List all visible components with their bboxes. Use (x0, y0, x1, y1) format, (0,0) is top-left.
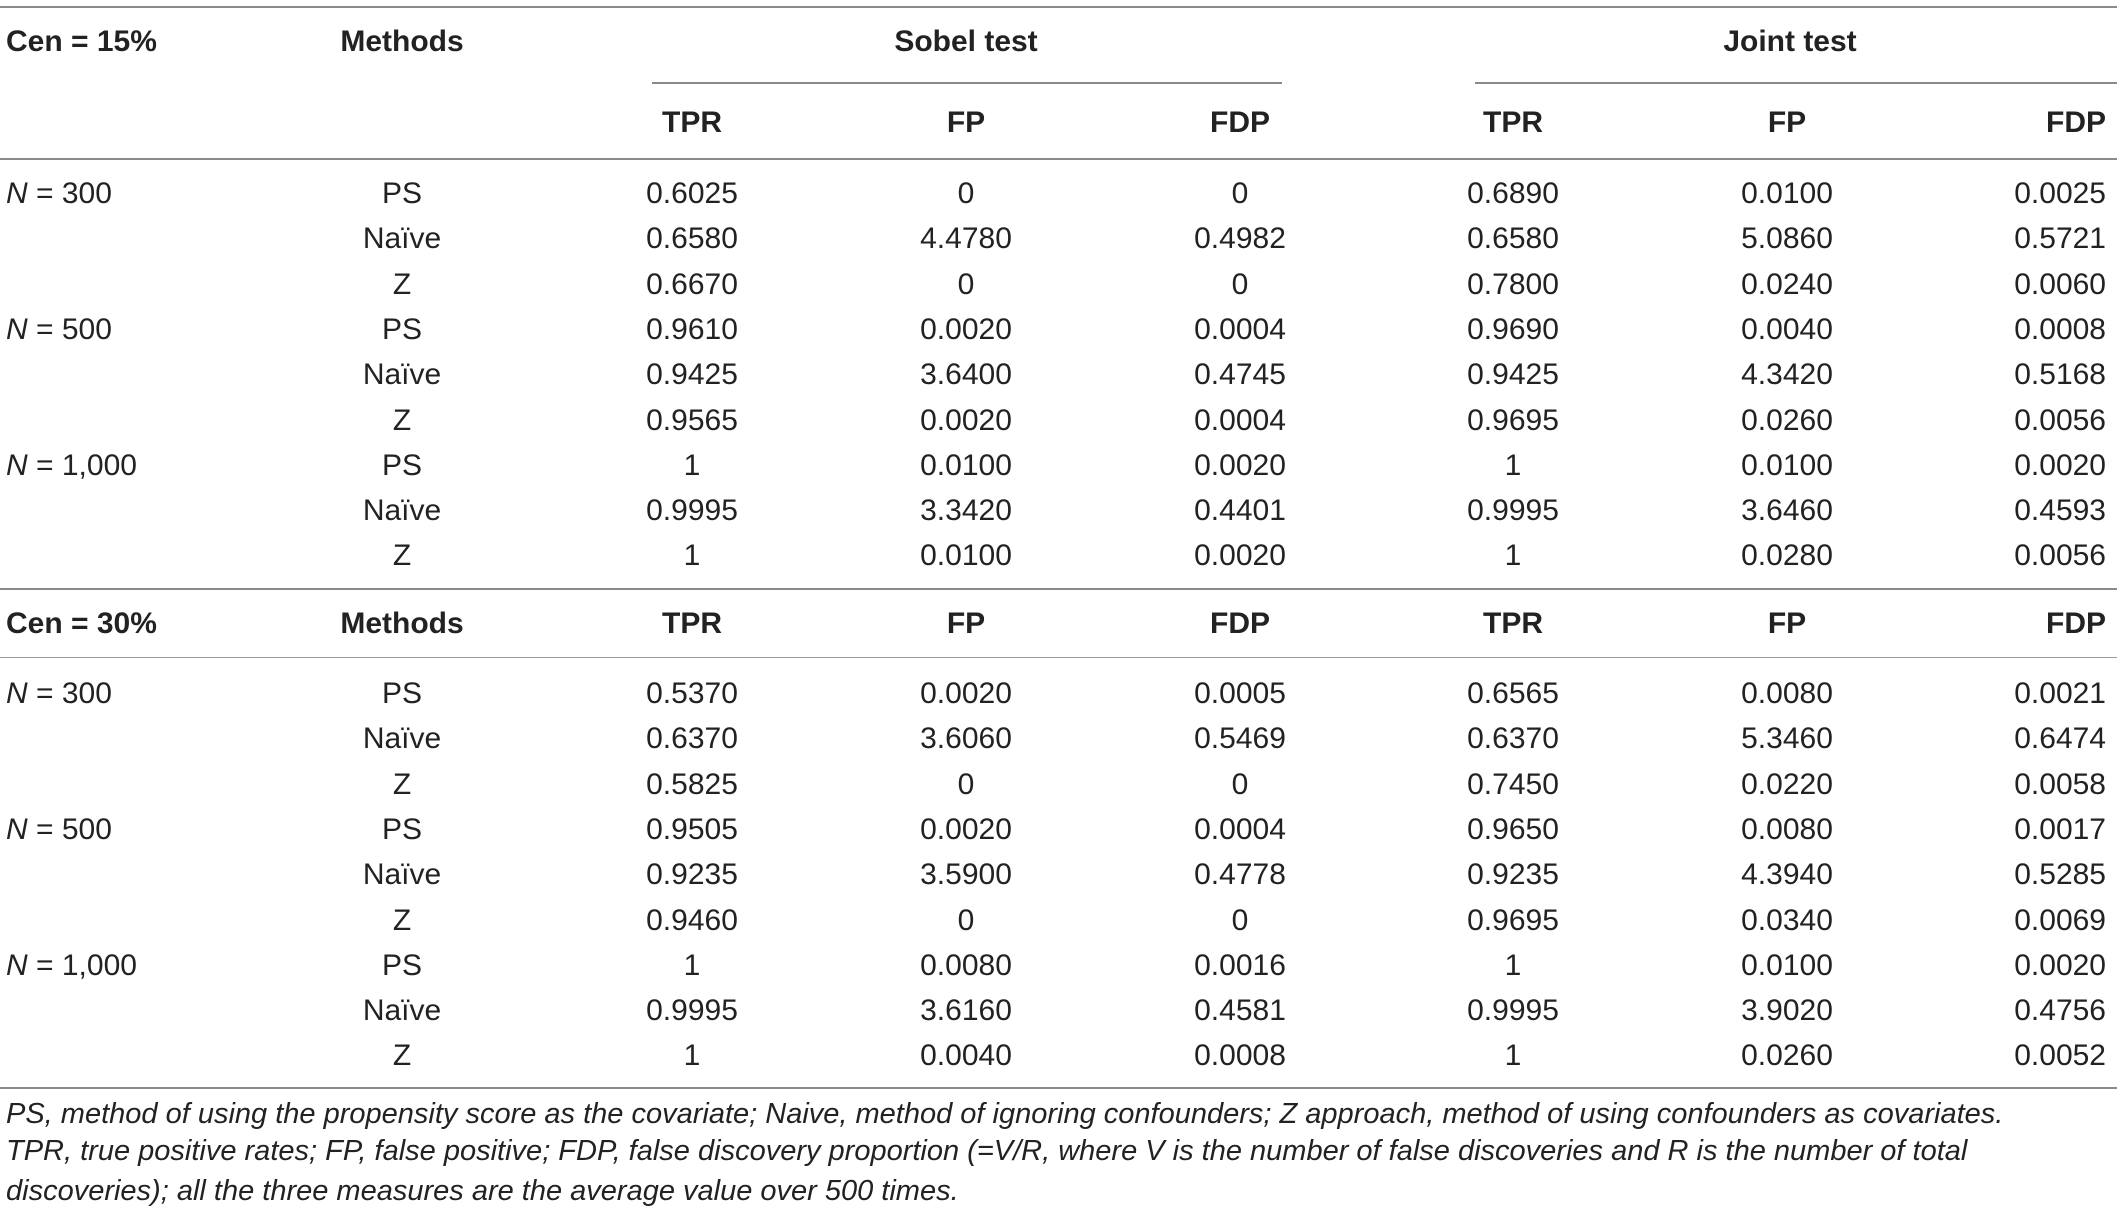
value-cell: 0.9995 (646, 494, 738, 528)
method-cell: Z (392, 403, 412, 437)
value-cell: 0.0100 (1741, 448, 1833, 482)
value-cell: 0.0052 (2014, 1039, 2106, 1073)
sample-size-label: N = 300 (6, 177, 112, 210)
value-cell: 0.9565 (646, 403, 738, 437)
value-cell: 0 (957, 767, 975, 801)
value-cell: 0.0017 (2014, 812, 2106, 846)
section2-header-rule (0, 657, 2117, 658)
value-cell: 0.0260 (1741, 1039, 1833, 1073)
value-cell: 0.0020 (1194, 448, 1286, 482)
method-cell: Naïve (362, 494, 442, 528)
column-header: FDP (2046, 607, 2106, 640)
sample-size-label: N = 1,000 (6, 948, 137, 982)
section2-label: Cen = 30% (6, 607, 157, 640)
method-cell: PS (381, 677, 423, 710)
value-cell: 0.0020 (2014, 448, 2106, 482)
value-cell: 0.0040 (1741, 312, 1833, 346)
sample-size-label: N = 1,000 (6, 448, 137, 482)
value-cell: 0 (1231, 267, 1249, 301)
column-header: FP (946, 607, 986, 640)
value-cell: 0 (957, 903, 975, 937)
value-cell: 0.0100 (1741, 177, 1833, 210)
value-cell: 0.4401 (1194, 494, 1286, 528)
value-cell: 0.9610 (646, 312, 738, 346)
value-cell: 0.5370 (646, 677, 738, 710)
value-cell: 1 (683, 448, 701, 482)
value-cell: 1 (1504, 1039, 1522, 1073)
joint-test-header: Joint test (1723, 25, 1857, 58)
value-cell: 3.6460 (1741, 494, 1833, 528)
value-cell: 0.0056 (2014, 539, 2106, 573)
method-cell: PS (381, 812, 423, 846)
value-cell: 0.4581 (1194, 994, 1286, 1028)
value-cell: 1 (1504, 948, 1522, 982)
value-cell: 0.6025 (646, 177, 738, 210)
sobel-group-rule (652, 82, 1282, 84)
value-cell: 0.9425 (1467, 358, 1559, 392)
value-cell: 0.0020 (920, 403, 1012, 437)
value-cell: 3.6400 (920, 358, 1012, 392)
column-header: TPR (662, 607, 722, 640)
value-cell: 0.9995 (1467, 994, 1559, 1028)
value-cell: 0.0080 (1741, 677, 1833, 710)
sample-size-label: N = 300 (6, 677, 112, 710)
value-cell: 0.0008 (1194, 1039, 1286, 1073)
method-cell: PS (381, 948, 423, 982)
value-cell: 4.4780 (920, 222, 1012, 256)
value-cell: 0.9995 (1467, 494, 1559, 528)
value-cell: 0.7800 (1467, 267, 1559, 301)
value-cell: 1 (683, 1039, 701, 1073)
value-cell: 0.0025 (2014, 177, 2106, 210)
value-cell: 0 (957, 267, 975, 301)
sobel-test-header: Sobel test (894, 25, 1038, 58)
column-header: TPR (662, 106, 722, 139)
column-header: FP (946, 106, 986, 139)
value-cell: 3.6160 (920, 994, 1012, 1028)
value-cell: 0.9425 (646, 358, 738, 392)
method-cell: Z (392, 903, 412, 937)
value-cell: 0.0220 (1741, 767, 1833, 801)
column-header: FP (1767, 607, 1807, 640)
section-divider-rule (0, 588, 2117, 590)
value-cell: 0.0080 (1741, 812, 1833, 846)
value-cell: 0.0056 (2014, 403, 2106, 437)
method-cell: Naïve (362, 994, 442, 1028)
value-cell: 0 (1231, 903, 1249, 937)
value-cell: 0.0020 (920, 312, 1012, 346)
value-cell: 0 (1231, 177, 1249, 210)
sample-size-label: N = 500 (6, 312, 112, 346)
value-cell: 0.0004 (1194, 403, 1286, 437)
value-cell: 0.9695 (1467, 903, 1559, 937)
value-cell: 4.3420 (1741, 358, 1833, 392)
value-cell: 3.3420 (920, 494, 1012, 528)
value-cell: 0.0004 (1194, 812, 1286, 846)
value-cell: 0.9235 (1467, 858, 1559, 892)
value-cell: 0.0260 (1741, 403, 1833, 437)
value-cell: 0.7450 (1467, 767, 1559, 801)
value-cell: 0.5469 (1194, 722, 1286, 756)
value-cell: 0.0240 (1741, 267, 1833, 301)
value-cell: 1 (1504, 539, 1522, 573)
footnote-abbreviations-measures: TPR, true positive rates; FP, false positive; FDP, false discovery proportion (=V/R, where V is the number of false discoveries and R is the number of total discoveries); all the three measures are the average value over 500 times. (6, 1135, 1968, 1207)
value-cell: 0.0020 (920, 677, 1012, 710)
header-bottom-rule (0, 158, 2117, 160)
value-cell: 0.0340 (1741, 903, 1833, 937)
value-cell: 0.6890 (1467, 177, 1559, 210)
value-cell: 0.5168 (2014, 358, 2106, 392)
value-cell: 0.9995 (646, 994, 738, 1028)
value-cell: 0.0020 (1194, 539, 1286, 573)
method-cell: Z (392, 1039, 412, 1073)
value-cell: 0.0100 (920, 448, 1012, 482)
value-cell: 3.5900 (920, 858, 1012, 892)
bottom-rule (0, 1087, 2117, 1089)
column-header: FDP (2046, 106, 2106, 139)
method-cell: PS (381, 177, 423, 210)
value-cell: 1 (683, 539, 701, 573)
method-cell: Naïve (362, 722, 442, 756)
value-cell: 0.0280 (1741, 539, 1833, 573)
value-cell: 0.5721 (2014, 222, 2106, 256)
value-cell: 0.4745 (1194, 358, 1286, 392)
value-cell: 5.0860 (1741, 222, 1833, 256)
value-cell: 3.9020 (1741, 994, 1833, 1028)
value-cell: 0.0080 (920, 948, 1012, 982)
value-cell: 0.0060 (2014, 267, 2106, 301)
value-cell: 0.0008 (2014, 312, 2106, 346)
value-cell: 0.9505 (646, 812, 738, 846)
value-cell: 0 (957, 177, 975, 210)
value-cell: 0.0016 (1194, 948, 1286, 982)
value-cell: 0.0020 (2014, 948, 2106, 982)
method-cell: Naïve (362, 222, 442, 256)
value-cell: 0.6580 (646, 222, 738, 256)
value-cell: 0.6474 (2014, 722, 2106, 756)
section2-methods-header: Methods (340, 607, 464, 640)
value-cell: 0.0020 (920, 812, 1012, 846)
value-cell: 0.6565 (1467, 677, 1559, 710)
method-cell: Naïve (362, 858, 442, 892)
value-cell: 0.5285 (2014, 858, 2106, 892)
column-header: FDP (1210, 106, 1270, 139)
value-cell: 0.0100 (1741, 948, 1833, 982)
value-cell: 0.0021 (2014, 677, 2106, 710)
value-cell: 0.0040 (920, 1039, 1012, 1073)
value-cell: 0.0058 (2014, 767, 2106, 801)
value-cell: 0.0004 (1194, 312, 1286, 346)
value-cell: 0.6670 (646, 267, 738, 301)
value-cell: 0.6370 (1467, 722, 1559, 756)
value-cell: 0.4982 (1194, 222, 1286, 256)
value-cell: 0.9235 (646, 858, 738, 892)
value-cell: 0.4593 (2014, 494, 2106, 528)
value-cell: 4.3940 (1741, 858, 1833, 892)
value-cell: 0.0069 (2014, 903, 2106, 937)
method-cell: PS (381, 448, 423, 482)
column-header: TPR (1483, 607, 1543, 640)
value-cell: 1 (1504, 448, 1522, 482)
column-header: FDP (1210, 607, 1270, 640)
value-cell: 3.6060 (920, 722, 1012, 756)
method-cell: Z (392, 267, 412, 301)
value-cell: 0.0100 (920, 539, 1012, 573)
value-cell: 0.6580 (1467, 222, 1559, 256)
column-header: FP (1767, 106, 1807, 139)
value-cell: 0.9690 (1467, 312, 1559, 346)
joint-group-rule (1475, 82, 2117, 84)
value-cell: 0.5825 (646, 767, 738, 801)
value-cell: 5.3460 (1741, 722, 1833, 756)
footnote-abbreviations-methods: PS, method of using the propensity score as the covariate; Naive, method of ignoring confounders; Z approach, method of using confounders as covariates. (6, 1098, 2004, 1130)
method-cell: Z (392, 767, 412, 801)
section1-methods-header: Methods (340, 25, 464, 58)
value-cell: 0.4756 (2014, 994, 2106, 1028)
sample-size-label: N = 500 (6, 812, 112, 846)
top-rule (0, 6, 2117, 8)
value-cell: 0.4778 (1194, 858, 1286, 892)
method-cell: Naïve (362, 358, 442, 392)
value-cell: 1 (683, 948, 701, 982)
method-cell: Z (392, 539, 412, 573)
value-cell: 0.9460 (646, 903, 738, 937)
value-cell: 0.6370 (646, 722, 738, 756)
value-cell: 0.9650 (1467, 812, 1559, 846)
section1-label: Cen = 15% (6, 25, 157, 58)
value-cell: 0.9695 (1467, 403, 1559, 437)
value-cell: 0 (1231, 767, 1249, 801)
value-cell: 0.0005 (1194, 677, 1286, 710)
column-header: TPR (1483, 106, 1543, 139)
method-cell: PS (381, 312, 423, 346)
